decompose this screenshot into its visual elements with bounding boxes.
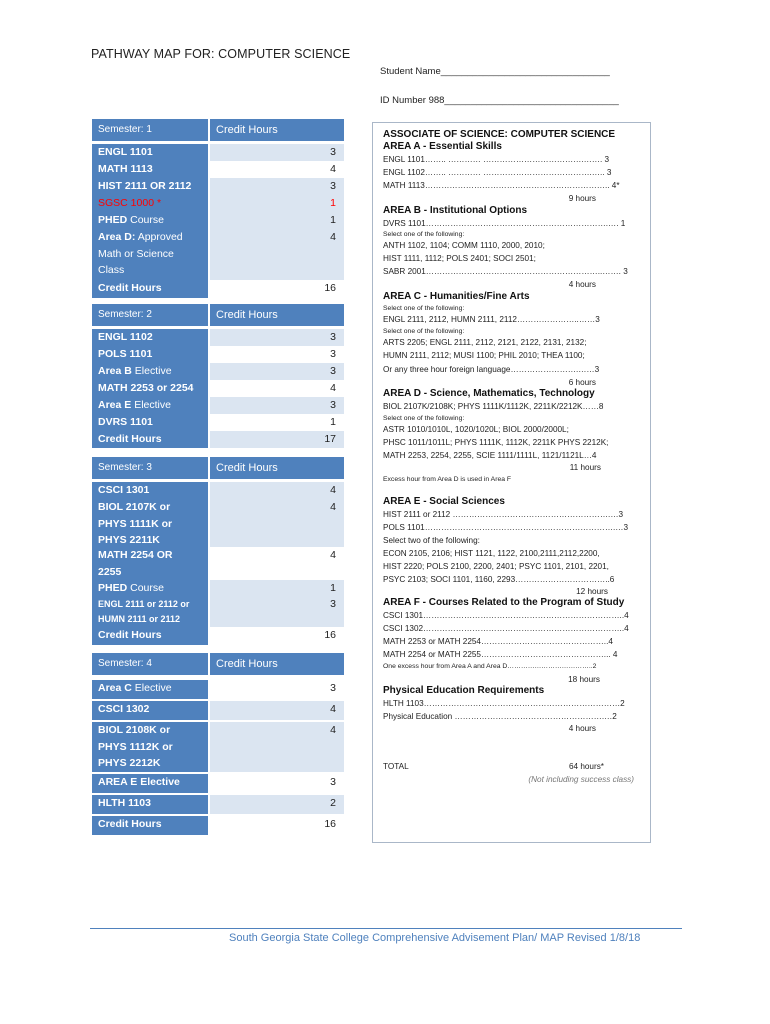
- course-name-rest: Course: [127, 214, 164, 226]
- area-f-line: One excess hour from Area A and Area D………………………………..2: [383, 663, 597, 670]
- course-hours: 3: [210, 680, 344, 699]
- area-b-line: DVRS 1101………………………………………………………….…. 1: [383, 219, 626, 228]
- course-hours: 3: [210, 144, 344, 161]
- credit-hours-header: Credit Hours: [210, 653, 344, 675]
- course-hours: 3: [210, 363, 344, 380]
- area-a-line: ENGL 1102…….. ………… ………………………………….….. 3: [383, 168, 612, 177]
- area-f-line: CSCI 1301………………………………………………………………..4: [383, 611, 629, 620]
- course-name: HLTH 1103: [92, 795, 208, 814]
- total-label: Credit Hours: [92, 280, 208, 298]
- area-c-line: Or any three hour foreign language…………………….……3: [383, 365, 600, 374]
- semester-1-table: [92, 119, 344, 298]
- course-name-rest: Elective: [131, 365, 172, 377]
- area-e-line: HIST 2220; POLS 2100, 2200, 2401; PSYC 1101, 2101, 2201,: [383, 562, 609, 571]
- course-row: [92, 722, 344, 772]
- course-row: [92, 161, 344, 178]
- total-hours: 16: [210, 280, 344, 298]
- course-name-bold: PHED: [98, 214, 128, 226]
- success-course-label: SGSC 1000 *: [98, 197, 162, 209]
- semester-label: Semester: 2: [92, 304, 208, 326]
- credit-hours-header: Credit Hours: [210, 457, 344, 479]
- course-name-bold: Area D:: [98, 231, 136, 243]
- student-name-field[interactable]: Student Name________________________________: [380, 66, 610, 77]
- course-row: [92, 178, 344, 195]
- course-name: POLS 1101: [92, 346, 208, 363]
- footer-divider: [90, 928, 682, 929]
- area-b-line: ANTH 1102, 1104; COMM 1110, 2000, 2010;: [383, 241, 545, 250]
- course-name: MATH 2254 OR 2255: [92, 547, 208, 580]
- course-hours: 4: [210, 161, 344, 178]
- course-name: DVRS 1101: [92, 414, 208, 431]
- course-hours: 3: [210, 597, 344, 627]
- course-hours: 3: [210, 178, 344, 195]
- semester-2-table: [92, 304, 344, 448]
- total-value: 64 hours*: [568, 762, 604, 771]
- course-row: [92, 363, 344, 380]
- course-hours: 4: [210, 499, 344, 547]
- area-e-total: 12 hours: [576, 587, 608, 596]
- course-row: [92, 329, 344, 346]
- course-name-bold: Area E: [98, 399, 132, 411]
- course-row: [92, 701, 344, 720]
- course-name: [92, 195, 208, 212]
- course-hours: 1: [210, 195, 344, 212]
- semester-label: Semester: 4: [92, 653, 208, 675]
- course-name-bold: Area C: [98, 682, 132, 694]
- area-a-line: MATH 1113………………………………………………………….. 4*: [383, 181, 620, 190]
- area-d-total: 11 hours: [569, 463, 601, 472]
- course-name: MATH 2253 or 2254: [92, 380, 208, 397]
- course-name-rest: Course: [127, 582, 164, 594]
- course-name: CSCI 1302: [92, 701, 208, 720]
- area-c-total: 6 hours: [568, 378, 596, 387]
- area-c-line: Select one of the following:: [383, 328, 465, 335]
- course-row: [92, 597, 344, 627]
- course-hours: 2: [210, 795, 344, 814]
- page-title: PATHWAY MAP FOR: COMPUTER SCIENCE: [91, 47, 351, 61]
- total-label: TOTAL: [383, 762, 409, 771]
- area-a-line: ENGL 1101…….. ………… ……………………………….……. 3: [383, 155, 610, 164]
- area-a-total: 9 hours: [568, 194, 596, 203]
- course-hours: 4: [210, 722, 344, 772]
- course-name: [92, 229, 208, 280]
- course-hours: 4: [210, 547, 344, 580]
- total-label: Credit Hours: [92, 431, 208, 448]
- area-c-line: ENGL 2111, 2112, HUMN 2111, 2112…………………..……3: [383, 315, 600, 324]
- course-row: [92, 795, 344, 814]
- course-row: [92, 229, 344, 280]
- course-name: [92, 397, 208, 414]
- course-hours: 4: [210, 229, 344, 280]
- course-name: [92, 680, 208, 699]
- pe-total: 4 hours: [568, 724, 596, 733]
- area-f-line: MATH 2253 or MATH 2254………………………………………..4: [383, 637, 613, 646]
- total-label: Credit Hours: [92, 627, 208, 645]
- course-hours: 1: [210, 414, 344, 431]
- course-name: HIST 2111 OR 2112: [92, 178, 208, 195]
- course-name: BIOL 2107K or PHYS 1111K or PHYS 2211K: [92, 499, 208, 547]
- semester-4-table: [92, 653, 344, 835]
- total-note: (Not including success class): [528, 775, 634, 784]
- area-b-line: SABR 2001………………………………………………………..……. 3: [383, 267, 628, 276]
- course-name: MATH 1113: [92, 161, 208, 178]
- course-name: CSCI 1301: [92, 482, 208, 499]
- area-d-line: PHSC 1011/1011L; PHYS 1111K, 1112K, 2211K PHYS 2212K;: [383, 438, 609, 447]
- area-c-line: Select one of the following:: [383, 305, 465, 312]
- course-row: [92, 547, 344, 580]
- area-f-heading: AREA F - Courses Related to the Program of Study: [383, 597, 625, 608]
- area-c-heading: AREA C - Humanities/Fine Arts: [383, 291, 530, 302]
- total-row: [92, 816, 344, 835]
- area-d-note: Excess hour from Area D is used in Area F: [383, 476, 512, 483]
- course-hours: 1: [210, 212, 344, 229]
- semester-label: Semester: 3: [92, 457, 208, 479]
- area-d-line: Select one of the following:: [383, 415, 465, 422]
- area-f-line: MATH 2254 or MATH 2255………………………………………... 4: [383, 650, 618, 659]
- course-hours: 4: [210, 380, 344, 397]
- course-hours: 3: [210, 346, 344, 363]
- course-name: ENGL 1102: [92, 329, 208, 346]
- course-hours: 1: [210, 580, 344, 597]
- id-number-field[interactable]: ID Number 988_________________________________: [380, 95, 619, 106]
- credit-hours-header: Credit Hours: [210, 119, 344, 141]
- course-row: [92, 346, 344, 363]
- area-c-line: ARTS 2205; ENGL 2111, 2112, 2121, 2122, 2131, 2132;: [383, 338, 587, 347]
- area-b-line: Select one of the following:: [383, 231, 465, 238]
- area-b-total: 4 hours: [568, 280, 596, 289]
- course-name: ENGL 1101: [92, 144, 208, 161]
- pe-line: Physical Education ……………………………………………….…2: [383, 712, 617, 721]
- area-e-line: PSYC 2103; SOCI 1101, 1160, 2293……………………………..6: [383, 575, 615, 584]
- course-row: [92, 195, 344, 212]
- course-name: BIOL 2108K or PHYS 1112K or PHYS 2212K: [92, 722, 208, 772]
- course-row: [92, 414, 344, 431]
- course-name: [92, 212, 208, 229]
- area-e-line: HIST 2111 or 2112 ………………………………………………….…3: [383, 510, 624, 519]
- total-hours: 16: [210, 627, 344, 645]
- course-row: [92, 774, 344, 793]
- course-hours: 3: [210, 329, 344, 346]
- course-name: ENGL 2111 or 2112 or HUMN 2111 or 2112: [92, 597, 208, 627]
- course-row: [92, 380, 344, 397]
- total-row: [92, 627, 344, 645]
- area-e-line: ECON 2105, 2106; HIST 1121, 1122, 2100,2111,2112,2200,: [383, 549, 600, 558]
- course-name-rest: Elective: [131, 399, 171, 411]
- area-f-line: CSCI 1302………………………………………………………………..4: [383, 624, 629, 633]
- course-name: AREA E Elective: [92, 774, 208, 793]
- course-row: [92, 397, 344, 414]
- course-hours: 4: [210, 701, 344, 720]
- footer-text: South Georgia State College Comprehensive Advisement Plan/ MAP Revised 1/8/18: [229, 932, 641, 944]
- degree-heading: ASSOCIATE OF SCIENCE: COMPUTER SCIENCE: [383, 129, 616, 140]
- area-e-line: POLS 1101…………………………………………………………….…3: [383, 523, 629, 532]
- course-row: [92, 580, 344, 597]
- area-d-line: MATH 2253, 2254, 2255, SCIE 1111/1111L, 1121/1121L…4: [383, 451, 597, 460]
- course-hours: 3: [210, 397, 344, 414]
- area-e-heading: AREA E - Social Sciences: [383, 496, 505, 507]
- semester-label: Semester: 1: [92, 119, 208, 141]
- course-name-rest: Elective: [131, 682, 172, 694]
- area-d-line: BIOL 2107K/2108K; PHYS 1111K/1112K, 2211K/2212K……8: [383, 402, 604, 411]
- course-name-bold: PHED: [98, 582, 128, 594]
- course-hours: 3: [210, 774, 344, 793]
- total-row: [92, 280, 344, 298]
- area-c-line: HUMN 2111, 2112; MUSI 1100; PHIL 2010; THEA 1100;: [383, 351, 585, 360]
- area-f-total: 18 hours: [568, 675, 600, 684]
- pe-line: HLTH 1103………………………………………………………………2: [383, 699, 625, 708]
- credit-hours-header: Credit Hours: [210, 304, 344, 326]
- total-label: Credit Hours: [92, 816, 208, 835]
- area-e-line: Select two of the following:: [383, 536, 480, 545]
- total-hours: 16: [210, 816, 344, 835]
- course-name-bold: Area B: [98, 365, 132, 377]
- course-row: [92, 482, 344, 499]
- area-a-heading: AREA A - Essential Skills: [383, 141, 502, 152]
- area-b-heading: AREA B - Institutional Options: [383, 205, 528, 216]
- semester-3-table: [92, 457, 344, 645]
- course-name: [92, 363, 208, 380]
- area-d-line: ASTR 1010/1010L, 1020/1020L; BIOL 2000/2000L;: [383, 425, 569, 434]
- course-name: [92, 580, 208, 597]
- course-row: [92, 212, 344, 229]
- pe-heading: Physical Education Requirements: [383, 685, 545, 696]
- course-hours: 4: [210, 482, 344, 499]
- area-d-heading: AREA D - Science, Mathematics, Technology: [383, 388, 595, 399]
- area-b-line: HIST 1111, 1112; POLS 2401; SOCI 2501;: [383, 254, 536, 263]
- course-name-rest: Approved Math or Science Class: [98, 231, 183, 276]
- course-row: [92, 680, 344, 699]
- course-row: [92, 144, 344, 161]
- total-row: [92, 431, 344, 448]
- total-hours: 17: [210, 431, 344, 448]
- course-row: [92, 499, 344, 547]
